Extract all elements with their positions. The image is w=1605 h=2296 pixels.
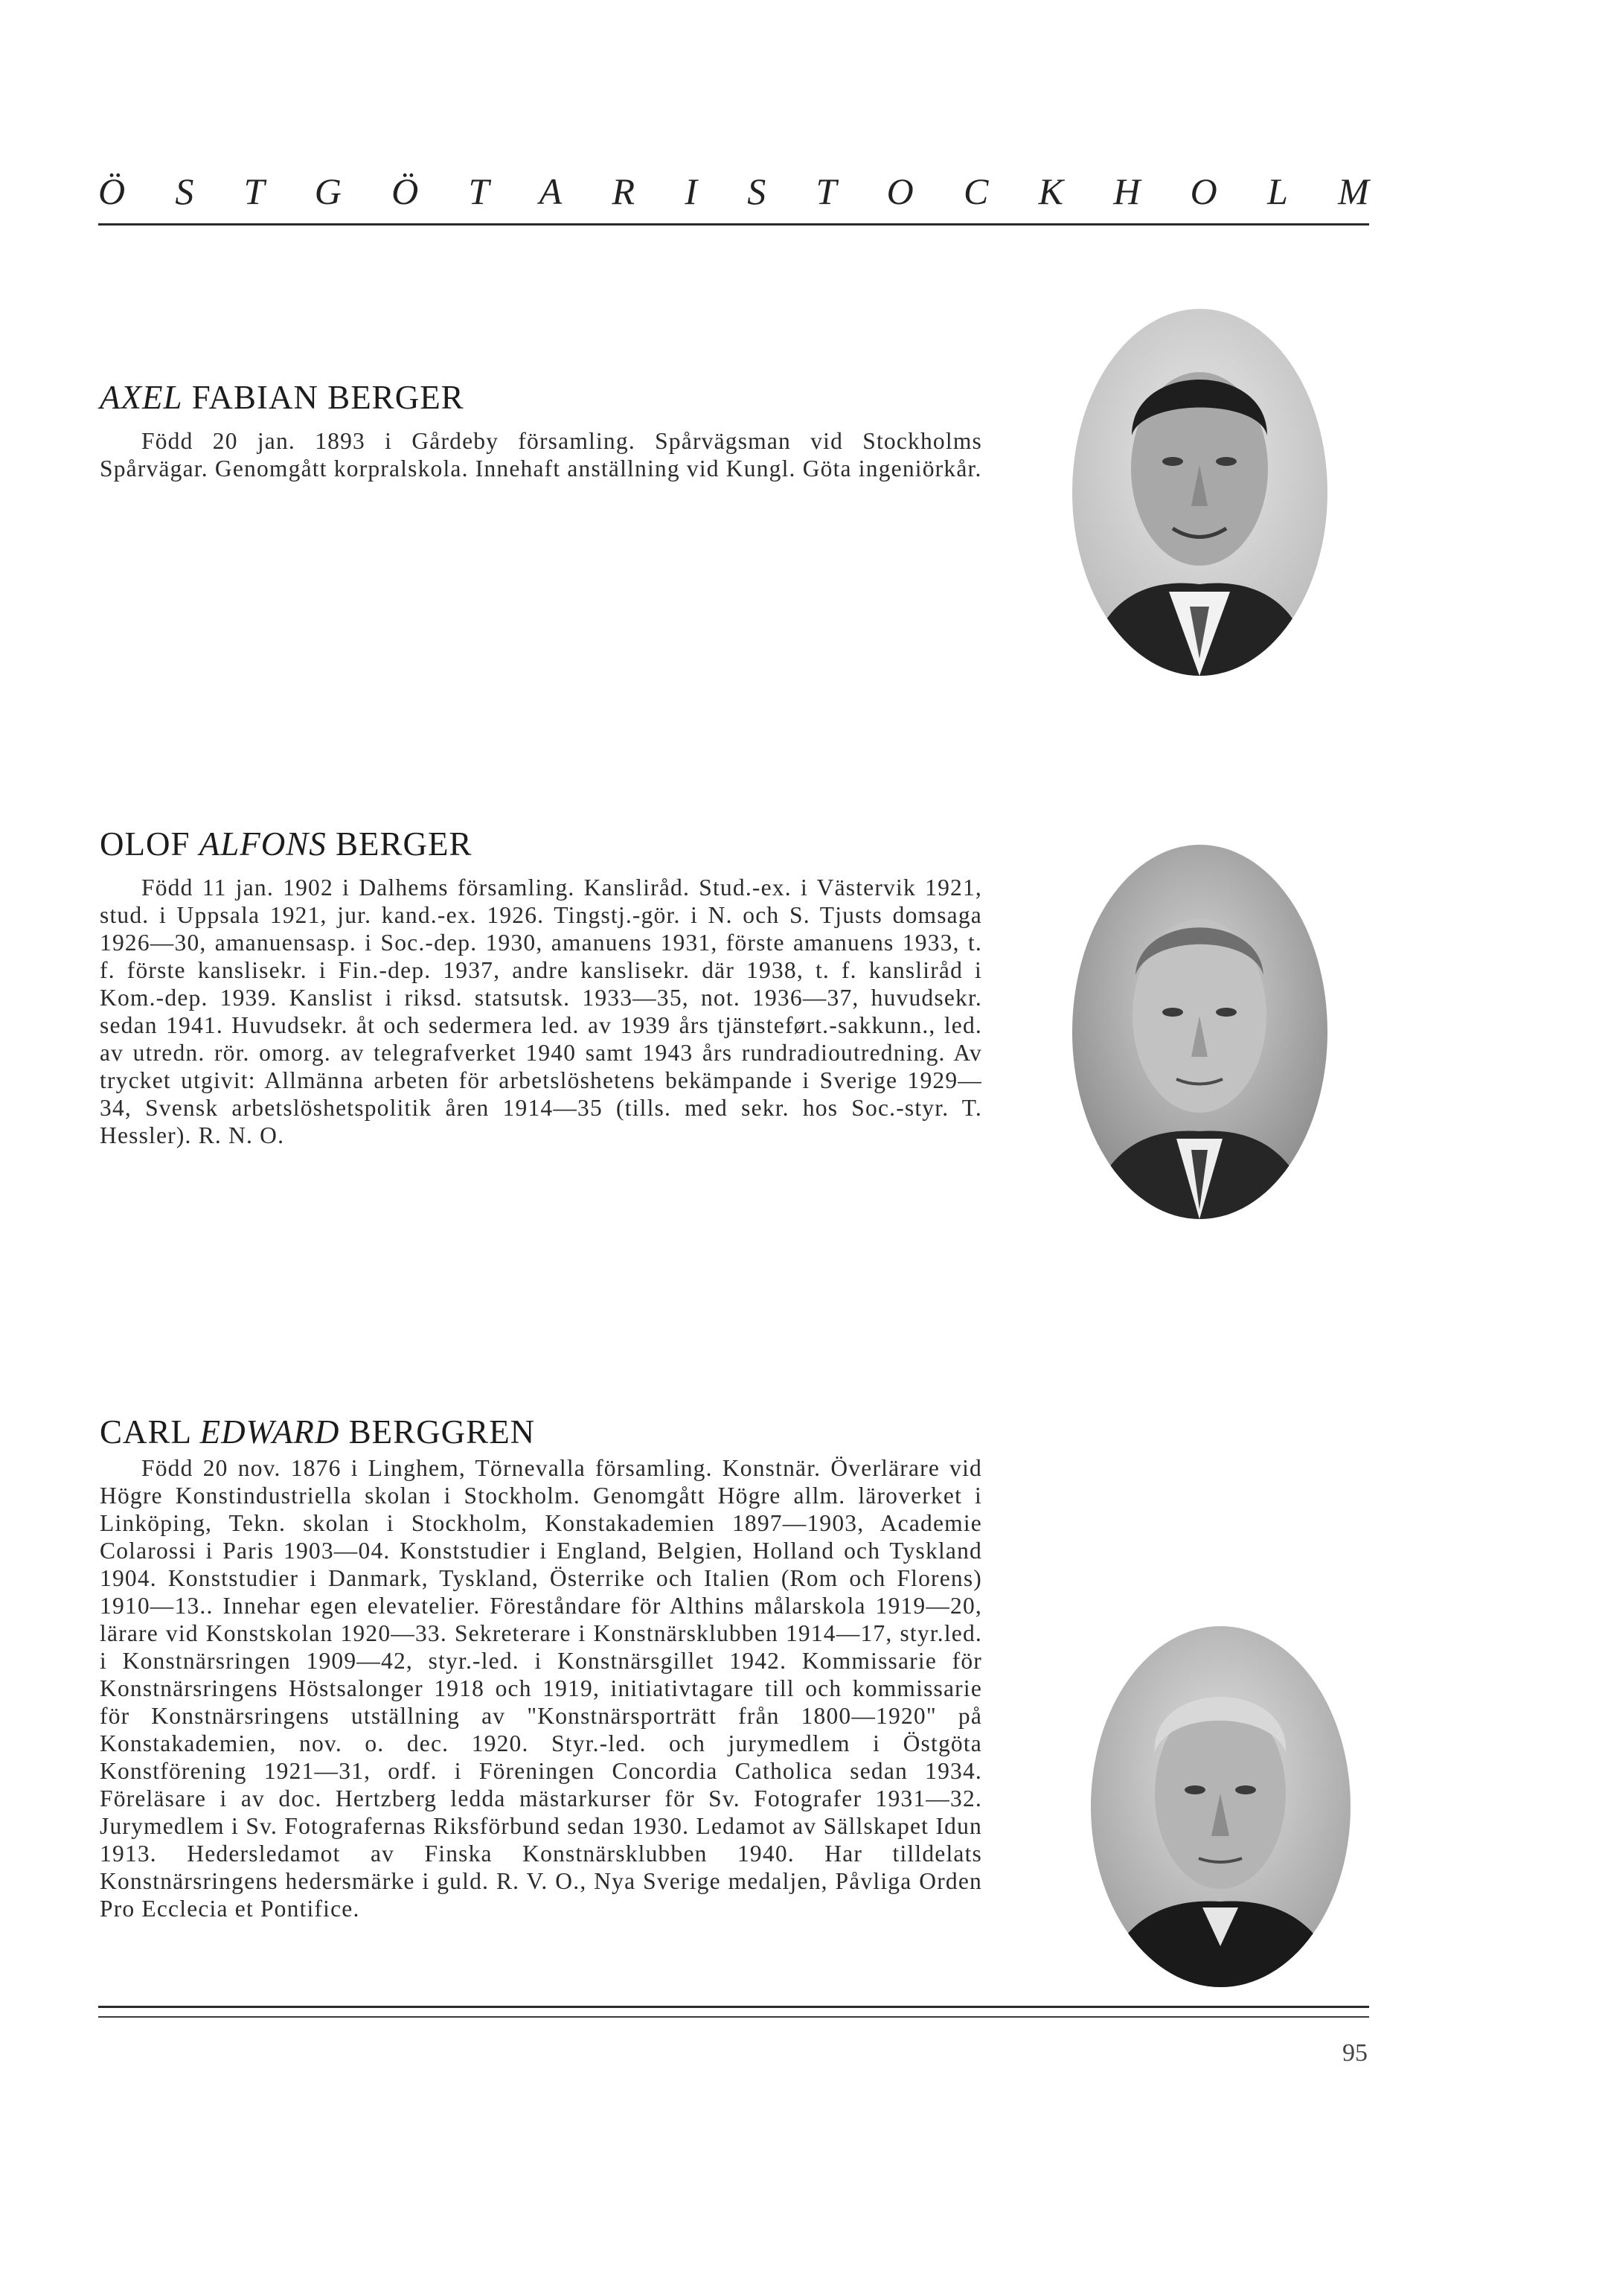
name-part-italic: EDWARD [199, 1413, 340, 1451]
running-head-letter: O [886, 170, 914, 212]
running-head [98, 170, 1369, 213]
portrait-carl-berggren [1091, 1626, 1351, 1987]
running-head-letter: A [539, 170, 563, 212]
running-head-letter: M [1338, 170, 1369, 212]
name-part: OLOF [100, 825, 199, 863]
footer-rule-bottom [98, 2016, 1369, 2018]
entry-name-olof-berger [100, 825, 472, 863]
name-part-italic: ALFONS [199, 825, 327, 863]
entry-bio-axel-berger: Född 20 jan. 1893 i Gårdeby församling. Spårvägsman vid Stockholms Spårvägar. Genomgått korpralskola. Innehaft anställning vid Kungl. Göta ingeniörkår. [100, 428, 982, 482]
running-head-letter: O [1190, 170, 1217, 212]
entry-name-carl-berggren [100, 1413, 535, 1451]
portrait-axel-berger [1072, 309, 1327, 676]
running-head-letter: Ö [391, 170, 419, 212]
running-head-letter: T [243, 170, 265, 212]
page-number: 95 [1342, 2039, 1368, 2067]
running-head-letter: R [612, 170, 635, 212]
entry-bio-olof-berger: Född 11 jan. 1902 i Dalhems församling. Kanslіråd. Stud.-ex. i Västervik 1921, stud. i Uppsala 1921, jur. kand.-ex. 1926. Tingstj.-gör. i N. och S. Tjusts domsaga 1926—30, amanuensasp. i Soc.-dep. 1930, amanuens 1931, förste amanuens 1933, t. f. förste kanslisekr. i Fin.-dep. 1937, andre kanslisekr. där 1938, t. f. kanslіråd i Kom.-dep. 1939. Kanslist i riksd. statsutsk. 1933—35, not. 1936—37, huvudsekr. sedan 1941. Huvudsekr. åt och sedermera led. av 1939 års tjänsteført.-sakkunn., led. av utredn. rör. omorg. av telegrafverket 1940 samt 1943 års rundradioutredning. Av trycket utgivit: Allmänna arbeten för arbetslöshetens bekämpande i Sverige 1929—34, Svensk arbetslöshetspolitik åren 1914—35 (tills. med sekr. hos Soc.-styr. T. Hessler). R. N. O. [100, 874, 982, 1148]
footer-rule-top [98, 2006, 1369, 2008]
running-head-letter: L [1267, 170, 1288, 212]
name-part: FABIAN BERGER [182, 379, 464, 416]
running-head-letter: C [964, 170, 989, 212]
running-head-letter: S [175, 170, 194, 212]
name-part: CARL [100, 1413, 200, 1451]
running-head-letter: T [468, 170, 490, 212]
header-rule [98, 223, 1369, 226]
running-head-letter: H [1113, 170, 1141, 212]
running-head-letter: G [314, 170, 342, 212]
running-head-letter: S [747, 170, 766, 212]
name-part: BERGER [326, 825, 472, 863]
portrait-olof-berger [1072, 845, 1327, 1219]
running-head-letter: K [1038, 170, 1063, 212]
name-part: BERGGREN [339, 1413, 536, 1451]
running-head-letter: T [816, 170, 837, 212]
name-part-italic: AXEL [100, 379, 183, 416]
entry-name-axel-berger [100, 378, 464, 417]
running-head-letter: I [685, 170, 697, 212]
running-head-letter: Ö [98, 170, 126, 212]
entry-bio-carl-berggren: Född 20 nov. 1876 i Linghem, Törnevalla församling. Konstnär. Överlärare vid Högre Konstindustriella skolan i Stockholm. Genomgått Högre allm. läroverket i Linköping, Tekn. skolan i Stockholm, Konstakademien 1897—1903, Academie Colarossi i Paris 1903—04. Konststudier i England, Belgien, Holland och Tyskland 1904. Konststudier i Danmark, Tyskland, Österrike och Italien (Rom och Florens) 1910—13.. Innehar egen elevatelier. Föreståndare för Althins målarskola 1919—20, lärare vid Konstskolan 1920—33. Sekreterare i Konstnärsklubben 1914—17, styr.led. i Konstnärsringen 1909—42, styr.-led. i Konstnärsgillet 1942. Kommissarie för Konstnärsringens Höstsalonger 1918 och 1919, initiativtagare till och kommissarie för Konstnärsringens utställning av "Konstnärsporträtt från 1800—1920" på Konstakademien, nov. o. dec. 1920. Styr.-led. och jurymedlem i Östgöta Konstförening 1921—31, ordf. i Föreningen Concordia Catholica sedan 1934. Föreläsare i av doc. Hertzberg ledda mästarkurser för Sv. Fotografer 1931—32. Jurymedlem i Sv. Fotografernas Riksförbund sedan 1930. Ledamot av Sällskapet Idun 1913. Hedersledamot av Finska Konstnärsklubben 1940. Har tilldelats Konstnärsringens hedersmärke i guld. R. V. O., Nya Sverige medaljen, Påvliga Orden Pro Ecclecia et Pontifice. [100, 1455, 982, 1922]
